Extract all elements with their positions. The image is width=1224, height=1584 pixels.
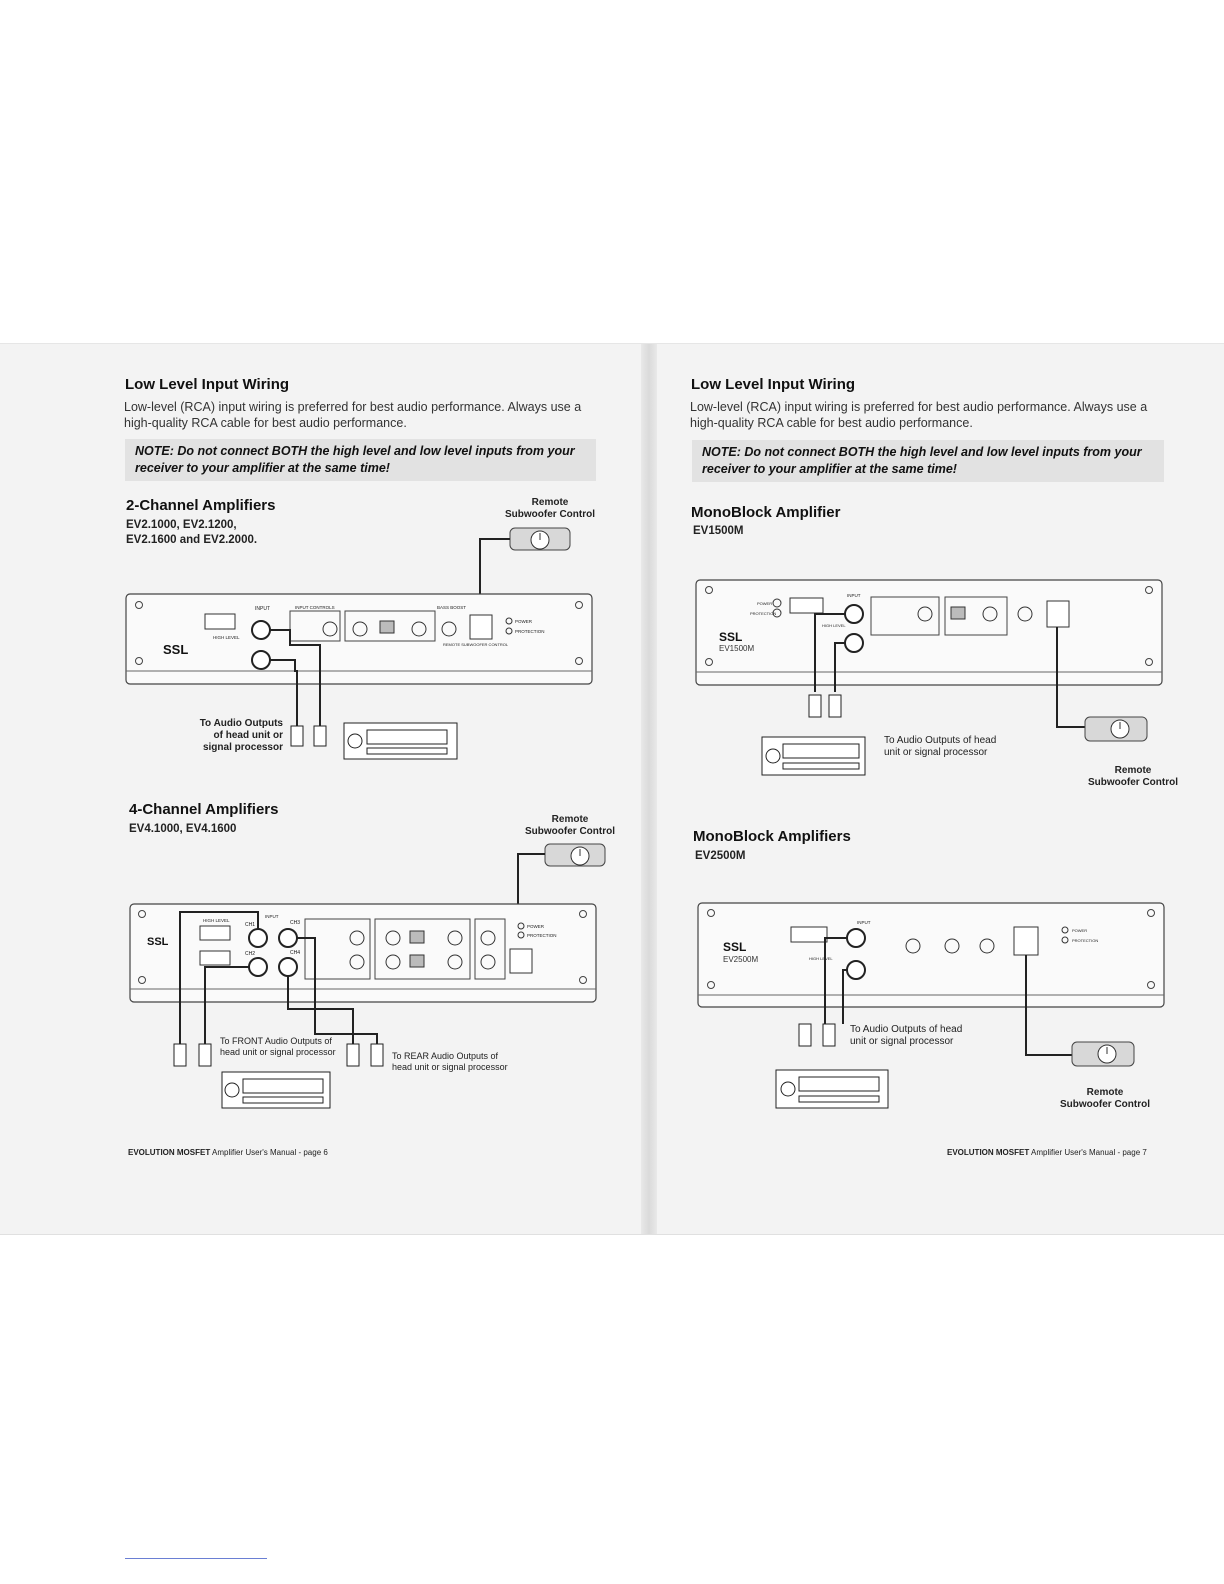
front-outputs-label: To FRONT Audio Outputs of head unit or signal processor [220,1036,336,1057]
brand-logo: SSL [723,940,747,954]
warning-note: NOTE: Do not connect BOTH the high level and low level inputs from your receiver to your amplifier at the same time! [692,440,1164,482]
ch4-label: CH4 [290,950,301,956]
amp-title-2ch: 2-Channel Amplifiers [126,497,276,514]
model-list-4ch: EV4.1000, EV4.1600 [129,823,237,835]
brand-logo: SSL [147,936,169,948]
remote-control-icon [1072,1042,1134,1066]
rca-plug-icon [809,695,841,717]
rca-plug-icon [291,726,326,746]
amplifier-panel [126,594,592,684]
ch1-label: CH1 [245,922,256,928]
amplifier-panel [696,580,1162,685]
panel-power-label: POWER [527,924,545,929]
remote-label: Remote Subwoofer Control [505,497,595,520]
remote-control-icon [545,844,605,866]
warning-note: NOTE: Do not connect BOTH the high level and low level inputs from your receiver to your amplifier at the same time! [125,439,596,481]
panel-power-label: POWER [515,619,533,624]
bottom-rule [125,1558,267,1559]
head-unit-icon [343,722,463,762]
remote-label-mono1: Remote Subwoofer Control [1088,765,1178,788]
panel-input-label: INPUT [265,914,279,919]
panel-input-label: INPUT [847,593,861,598]
ch2-label: CH2 [245,951,256,957]
diagram-4ch [125,834,605,1074]
head-unit-icon [775,1069,895,1111]
amp-title-mono1: MonoBlock Amplifier [691,504,841,521]
panel-model: EV1500M [719,644,755,653]
remote-control-icon [1085,717,1147,741]
model-list-line1: EV2.1000, EV2.1200, [126,519,237,531]
panel-high-level-label: HIGH LEVEL [809,956,833,961]
brand-logo: SSL [163,642,189,657]
remote-label-4ch: Remote Subwoofer Control [525,814,615,837]
model-mono2: EV2500M [695,850,746,862]
model-list-line2: EV2.1600 and EV2.2000. [126,534,258,546]
rca-plug-icon [799,1024,835,1046]
panel-input-controls-label: INPUT CONTROLS [295,605,335,610]
head-unit-icon [221,1071,336,1111]
panel-bass-boost-label: BASS BOOST [437,605,467,610]
panel-protection-label: PROTECTION [527,933,557,938]
panel-model: EV2500M [723,955,759,964]
outputs-label-mono1: To Audio Outputs of head unit or signal processor [884,735,997,758]
diagram-2ch [125,521,595,746]
page-left [75,344,642,1234]
panel-protection-label: PROTECTION [515,629,545,634]
panel-power-label: POWER [757,601,773,606]
panel-input-label: INPUT [255,606,270,612]
amp-title-4ch: 4-Channel Amplifiers [129,801,279,818]
outputs-label-mono2: To Audio Outputs of head unit or signal processor [850,1024,963,1047]
rear-outputs-label: To REAR Audio Outputs of head unit or signal processor [392,1051,508,1072]
panel-high-level-label: HIGH LEVEL [203,918,230,923]
outputs-label-2ch: To Audio Outputs of head unit or signal processor [199,718,283,753]
remote-label-mono2: Remote Subwoofer Control [1060,1087,1150,1110]
amplifier-panel [130,904,596,1002]
brand-logo: SSL [719,630,743,644]
panel-power-label: POWER [1072,928,1088,933]
panel-high-level-label: HIGH LEVEL [213,635,240,640]
panel-input-label: INPUT [857,920,871,925]
panel-remote-label: REMOTE SUBWOOFER CONTROL [443,642,509,647]
section-title: Low Level Input Wiring [125,376,290,393]
page-footer: EVOLUTION MOSFET Amplifier User's Manual - page 7 [947,1148,1147,1157]
intro-text: Low-level (RCA) input wiring is preferred for best audio performance. Always use a high-quality RCA cable for best audio performance. [690,400,1148,430]
page-right [655,344,1224,1234]
model-mono1: EV1500M [693,525,744,537]
page-footer: EVOLUTION MOSFET Amplifier User's Manual - page 6 [128,1148,328,1157]
panel-protection-label: PROTECTION [750,611,777,616]
manual-spread [0,343,1224,1235]
panel-protection-label: PROTECTION [1072,938,1099,943]
section-title: Low Level Input Wiring [691,376,856,393]
remote-control-icon [510,528,570,550]
amp-title-mono2: MonoBlock Amplifiers [693,828,851,845]
head-unit-icon [761,736,871,778]
ch3-label: CH3 [290,920,301,926]
intro-text: Low-level (RCA) input wiring is preferred for best audio performance. Always use a high-quality RCA cable for best audio performance. [124,400,582,430]
panel-high-level-label: HIGH LEVEL [822,623,846,628]
amplifier-panel [698,903,1164,1007]
